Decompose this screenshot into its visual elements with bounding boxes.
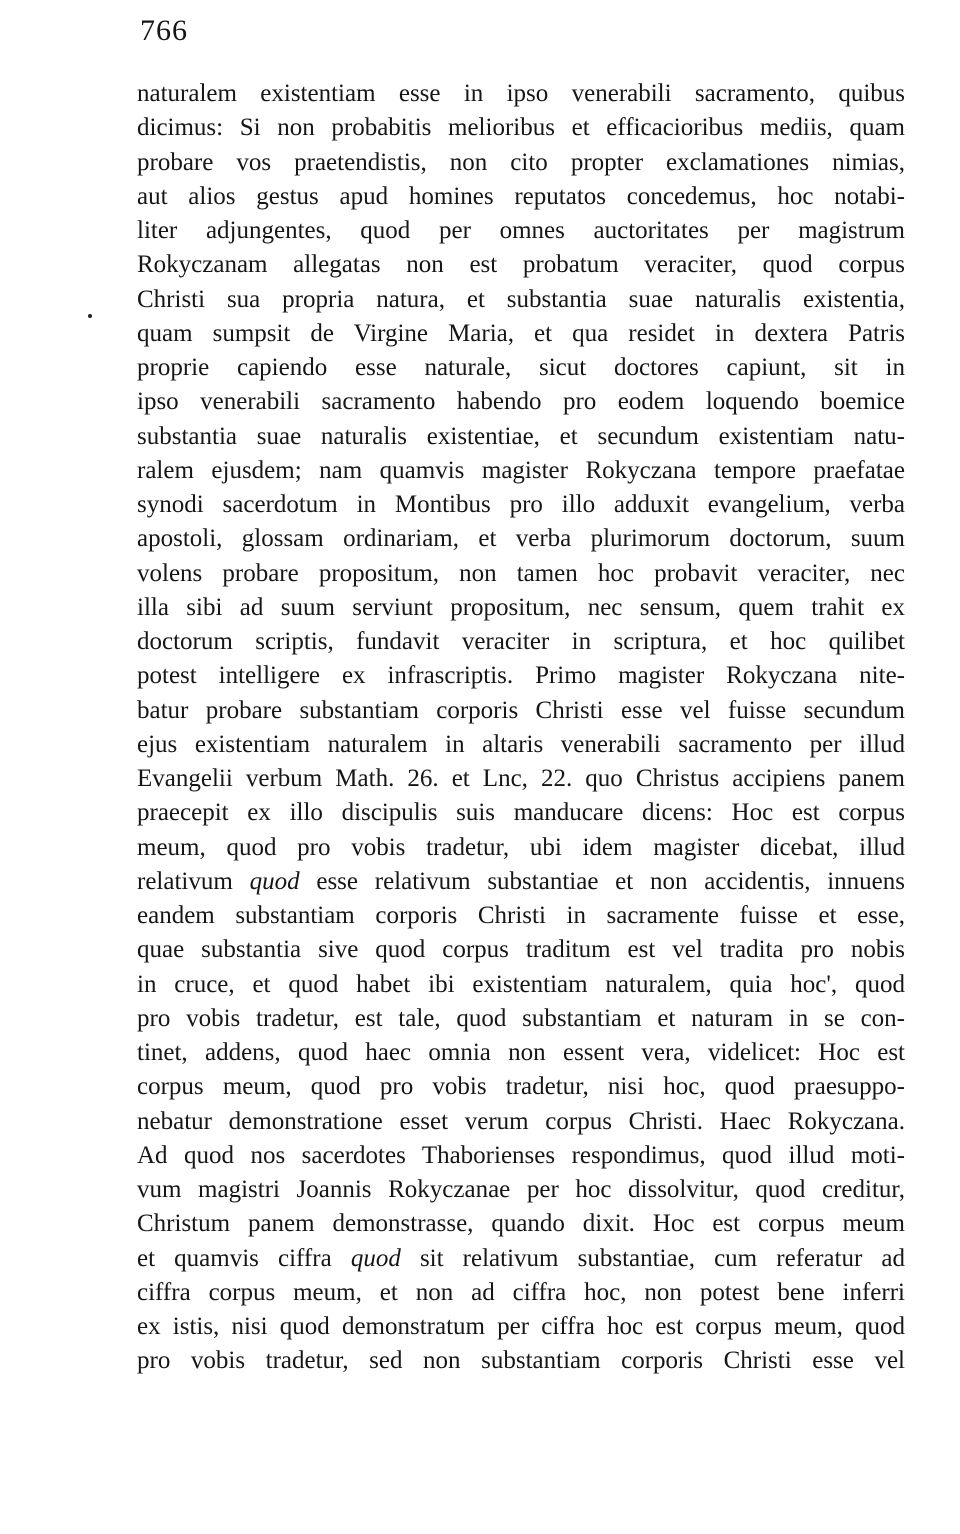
page-number: 766 — [140, 14, 188, 47]
text-line — [137, 180, 905, 214]
text-segment: batur probare substantiam corporis Christi esse vel fuisse secundum — [137, 696, 905, 724]
text-line — [137, 1310, 905, 1344]
text-line — [137, 1002, 905, 1036]
margin-mark — [88, 314, 92, 318]
text-line — [137, 899, 905, 933]
text-line — [137, 1344, 905, 1378]
text-line — [137, 796, 905, 830]
text-segment: meum, quod pro vobis tradetur, ubi idem magister dicebat, illud — [137, 833, 905, 861]
text-line — [137, 283, 905, 317]
text-segment: praecepit ex illo discipulis suis manducare dicens: Hoc est corpus — [137, 799, 905, 827]
text-line — [137, 488, 905, 522]
text-segment: Christi sua propria natura, et substantia suae naturalis existentia, — [137, 285, 905, 313]
text-segment: in cruce, et quod habet ibi existentiam naturalem, quia hoc', quod — [137, 970, 905, 998]
text-segment: doctorum scriptis, fundavit veraciter in scriptura, et hoc quilibet — [137, 628, 905, 655]
text-segment: ralem ejusdem; nam quamvis magister Rokyczana tempore praefatae — [137, 456, 905, 484]
text-segment: et quamvis ciffra — [137, 1244, 351, 1272]
text-segment: apostoli, glossam ordinariam, et verba plurimorum doctorum, suum — [137, 525, 905, 553]
text-segment: potest intelligere ex infrascriptis. Primo magister Rokyczana nite- — [137, 662, 905, 690]
text-segment: substantia suae naturalis existentiae, et secundum existentiam natu- — [137, 422, 905, 450]
body-text — [137, 77, 905, 1379]
text-line — [137, 591, 905, 625]
text-segment: corpus meum, quod pro vobis tradetur, nisi hoc, quod praesuppo- — [137, 1073, 905, 1101]
text-segment: ciffra corpus meum, et non ad ciffra hoc, non potest bene inferri — [137, 1278, 905, 1306]
text-segment: Evangelii verbum Math. 26. et Lnc, 22. quo Christus accipiens panem — [137, 765, 905, 792]
text-segment: probare vos praetendistis, non cito propter exclamationes nimias, — [137, 148, 905, 176]
text-line — [137, 1070, 905, 1104]
text-line — [137, 933, 905, 967]
text-line — [137, 831, 905, 865]
text-segment: dicimus: Si non probabitis melioribus et efficacioribus mediis, quam — [137, 114, 905, 142]
text-line — [137, 1036, 905, 1070]
text-segment: eandem substantiam corporis Christi in sacramente fuisse et esse, — [137, 902, 905, 929]
text-segment: Rokyczanam allegatas non est probatum veraciter, quod corpus — [137, 251, 905, 279]
italic-word: quod — [249, 867, 300, 895]
text-line — [137, 146, 905, 180]
text-line — [137, 214, 905, 248]
text-line — [137, 1276, 905, 1310]
text-line — [137, 1242, 905, 1276]
text-segment: tinet, addens, quod haec omnia non essent vera, videlicet: Hoc est — [137, 1039, 905, 1066]
text-line — [137, 454, 905, 488]
text-segment: ex istis, nisi quod demonstratum per ciffra hoc est corpus meum, quod — [137, 1313, 905, 1340]
text-segment: Christum panem demonstrasse, quando dixit. Hoc est corpus meum — [137, 1210, 905, 1238]
text-segment: ejus existentiam naturalem in altaris venerabili sacramento per illud — [137, 730, 905, 758]
text-line — [137, 659, 905, 693]
text-line — [137, 351, 905, 385]
text-line — [137, 557, 905, 591]
text-segment: vum magistri Joannis Rokyczanae per hoc dissolvitur, quod creditur, — [137, 1176, 905, 1203]
text-segment: nebatur demonstratione esset verum corpus Christi. Haec Rokyczana. — [137, 1107, 905, 1135]
text-segment: relativum — [137, 867, 250, 895]
text-line — [137, 1139, 905, 1173]
text-line — [137, 1173, 905, 1207]
text-segment: sit relativum substantiae, cum referatur ad — [400, 1244, 906, 1272]
text-line — [137, 317, 905, 351]
text-segment: pro vobis tradetur, est tale, quod substantiam et naturam in se con- — [137, 1004, 905, 1032]
text-segment: Ad quod nos sacerdotes Thaborienses respondimus, quod illud moti- — [137, 1141, 905, 1169]
italic-word: quod — [350, 1244, 401, 1272]
text-segment: quam sumpsit de Virgine Maria, et qua residet in dextera Patris — [137, 319, 905, 347]
text-segment: liter adjungentes, quod per omnes auctoritates per magistrum — [137, 217, 905, 244]
text-line — [137, 77, 905, 111]
text-line — [137, 762, 905, 796]
text-line — [137, 420, 905, 454]
text-segment: quae substantia sive quod corpus traditum est vel tradita pro nobis — [137, 936, 905, 964]
text-line — [137, 625, 905, 659]
text-line — [137, 728, 905, 762]
text-segment: aut alios gestus apud homines reputatos concedemus, hoc notabi- — [137, 182, 905, 210]
text-segment: ipso venerabili sacramento habendo pro eodem loquendo boemice — [137, 388, 905, 416]
text-line — [137, 111, 905, 145]
text-segment: illa sibi ad suum serviunt propositum, nec sensum, quem trahit ex — [137, 593, 905, 621]
text-segment: naturalem existentiam esse in ipso venerabili sacramento, quibus — [137, 80, 905, 107]
text-line — [137, 694, 905, 728]
text-line — [137, 385, 905, 419]
text-segment: synodi sacerdotum in Montibus pro illo adduxit evangelium, verba — [137, 491, 905, 518]
text-segment: esse relativum substantiae et non accidentis, innuens — [299, 867, 905, 895]
text-segment: volens probare propositum, non tamen hoc probavit veraciter, nec — [137, 559, 905, 587]
text-line — [137, 248, 905, 282]
text-line — [137, 1105, 905, 1139]
text-line — [137, 865, 905, 899]
text-line — [137, 968, 905, 1002]
text-segment: proprie capiendo esse naturale, sicut doctores capiunt, sit in — [137, 354, 905, 381]
text-line — [137, 1207, 905, 1241]
text-line — [137, 522, 905, 556]
text-segment: pro vobis tradetur, sed non substantiam corporis Christi esse vel — [137, 1347, 905, 1375]
